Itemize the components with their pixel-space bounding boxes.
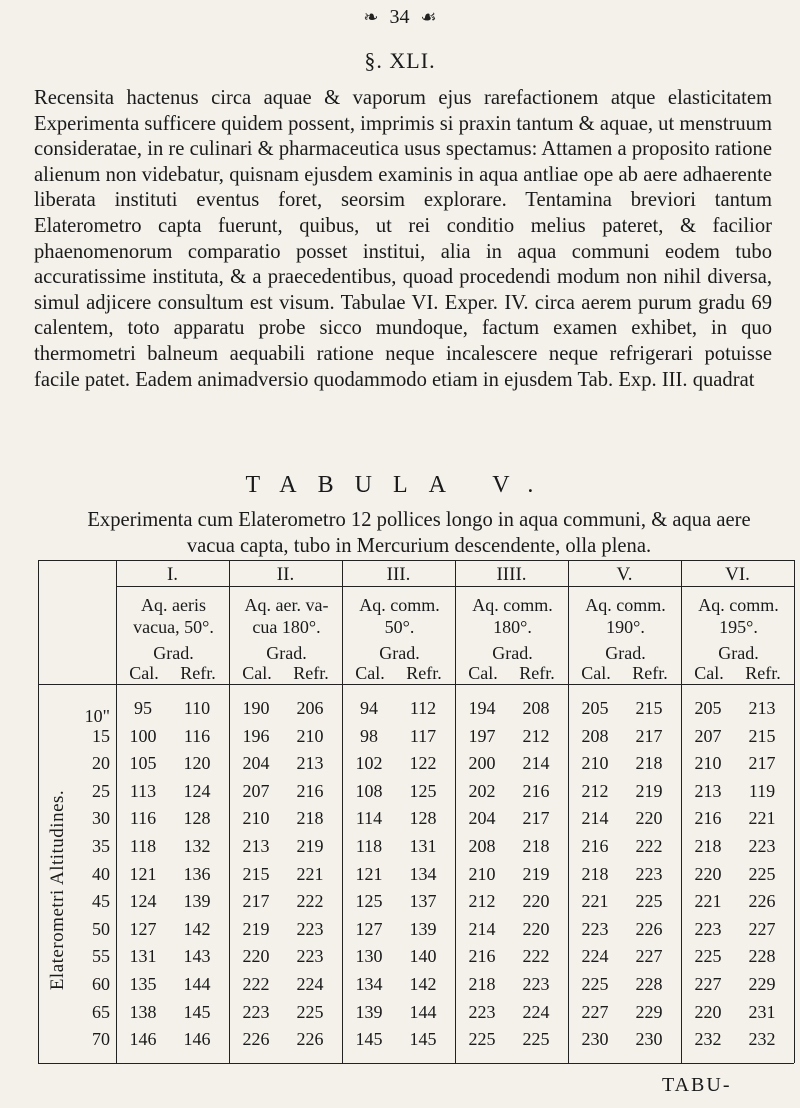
refr-value: 218: [296, 808, 324, 829]
refr-label: Refr.: [519, 663, 555, 683]
refr-label: Refr.: [745, 663, 781, 683]
refr-value: 222: [296, 891, 324, 912]
column-head-line2: cua 180°.: [252, 617, 321, 637]
cal-value: 190: [242, 698, 270, 718]
refr-value: 232: [748, 1029, 776, 1050]
refr-value: 119: [748, 780, 776, 801]
refr-value: 220: [522, 918, 550, 939]
cal-value: 138: [129, 1001, 157, 1022]
cal-value: 125: [355, 891, 383, 912]
cal-value: 118: [355, 836, 383, 856]
column-head-line1: Aq. aer. va-: [244, 595, 329, 615]
row-altitude: 60: [92, 974, 110, 994]
column-roman: IIII.: [496, 564, 527, 585]
cal-value: 105: [129, 753, 157, 774]
refr-value: 215: [635, 698, 663, 718]
refr-value: 140: [409, 946, 437, 967]
refr-value: 223: [296, 946, 324, 967]
refr-value: 219: [296, 836, 324, 856]
refr-value: 227: [635, 946, 663, 967]
cal-value: 225: [694, 946, 722, 967]
table-title: TABULA V.: [245, 472, 555, 498]
cal-value: 98: [360, 725, 378, 746]
cal-value: 213: [242, 836, 270, 856]
cal-value: 205: [581, 698, 609, 718]
refr-value: 222: [635, 836, 663, 856]
cal-value: 134: [355, 974, 383, 994]
cal-value: 221: [581, 891, 609, 912]
row-unit-label: 10": [84, 706, 110, 726]
column-roman: I.: [166, 564, 179, 585]
refr-value: 139: [409, 918, 437, 939]
cal-value: 212: [581, 780, 609, 801]
data-table: [38, 560, 796, 1064]
refr-value: 210: [296, 725, 324, 746]
column-rule: [229, 560, 230, 1063]
refr-value: 225: [296, 1001, 324, 1022]
refr-value: 217: [748, 753, 776, 774]
refr-value: 221: [748, 808, 776, 829]
cal-value: 207: [694, 725, 722, 746]
row-altitude: 70: [92, 1029, 110, 1050]
refr-value: 220: [635, 808, 663, 829]
row-altitude: 45: [92, 891, 110, 912]
column-roman: II.: [276, 564, 295, 585]
cal-value: 124: [129, 891, 157, 912]
cal-value: 224: [581, 946, 609, 967]
cal-value: 116: [129, 808, 157, 829]
column-head-line2: 180°.: [493, 617, 532, 637]
refr-value: 221: [296, 863, 324, 884]
cal-value: 217: [242, 891, 270, 912]
cal-value: 113: [129, 780, 157, 801]
column-grad-label: Grad.: [605, 643, 646, 663]
refr-value: 144: [409, 1001, 437, 1022]
cal-value: 221: [694, 891, 722, 912]
cal-value: 223: [581, 918, 609, 939]
refr-value: 116: [183, 725, 211, 746]
refr-value: 228: [635, 974, 663, 994]
refr-label: Refr.: [293, 663, 329, 683]
row-altitude: 15: [92, 725, 110, 746]
refr-value: 142: [183, 918, 211, 939]
refr-value: 226: [635, 918, 663, 939]
refr-value: 222: [522, 946, 550, 967]
refr-value: 218: [635, 753, 663, 774]
ornament-right-icon: ☙: [420, 7, 437, 27]
cal-value: 127: [355, 918, 383, 939]
cal-value: 230: [581, 1029, 609, 1050]
cal-value: 219: [242, 918, 270, 939]
cal-value: 220: [694, 1001, 722, 1022]
column-head-line1: Aq. aeris: [141, 595, 206, 615]
cal-value: 131: [129, 946, 157, 967]
cal-value: 210: [242, 808, 270, 829]
cal-value: 194: [468, 698, 496, 718]
side-label-text: Elaterometri Altitudines.: [47, 789, 68, 991]
refr-value: 223: [296, 918, 324, 939]
refr-value: 117: [409, 725, 437, 746]
refr-label: Refr.: [180, 663, 216, 683]
page-number: 34: [389, 6, 410, 28]
cal-value: 202: [468, 780, 496, 801]
cal-label: Cal.: [242, 663, 272, 683]
row-altitude: 30: [92, 808, 110, 829]
refr-value: 225: [522, 1029, 550, 1050]
refr-value: 137: [409, 891, 437, 912]
paragraph: Recensita hactenus circa aquae & vaporum ejus rarefactionem atque elasticitatem Experimenta sufficere quidem possent, imprimis si praxin tantum & aquae, ut menstruum consideratae, in re culinari & pharmaceutica usus spectamus: Attamen a proposito ratione alienum non videbatur, quisnam ejusdem examinis in aqua antliae ope ab aere adhaerente liberata instituti eventus foret, seorsim explorare. Tentamina breviori tantum Elaterometro capta fuerunt, quibus, ut rei conditio melius pateret, & facilior phaenomenorum comparatio posset institui, alia in aqua communi eodem tubo accuratissime instituta, & a praecedentibus, quoad procedendi modum non nihil diversa, simul adjicere consultum est visum. Tabulae VI. Exper. IV. circa aerem purum gradu 69 calentem, toto apparatu probe sicco mundoque, factum examen exhibet, in quo thermometri balneum aequabili ratione neque incalescere neque refrigerari potuisse facile patet. Eadem animadversio quodammodo etiam in ejusdem Tab. Exp. III. quadrat: [34, 87, 772, 391]
refr-value: 224: [522, 1001, 550, 1022]
cal-value: 121: [355, 863, 383, 884]
cal-value: 216: [581, 836, 609, 856]
column-head-line2: 190°.: [606, 617, 645, 637]
table-bottom-rule: [38, 1063, 794, 1064]
cal-value: 208: [468, 836, 496, 856]
row-altitude: 55: [92, 946, 110, 967]
refr-label: Refr.: [406, 663, 442, 683]
refr-value: 212: [522, 725, 550, 746]
refr-value: 230: [635, 1029, 663, 1050]
refr-value: 132: [183, 836, 211, 856]
cal-value: 118: [129, 836, 157, 856]
cal-value: 218: [468, 974, 496, 994]
column-grad-label: Grad.: [718, 643, 759, 663]
cal-value: 114: [355, 808, 383, 829]
side-label: [48, 730, 68, 1050]
refr-value: 229: [748, 974, 776, 994]
cal-value: 222: [242, 974, 270, 994]
body-text: [34, 86, 772, 393]
cal-value: 225: [468, 1029, 496, 1050]
refr-value: 225: [748, 863, 776, 884]
column-grad-label: Grad.: [153, 643, 194, 663]
column-head-line1: Aq. comm.: [698, 595, 779, 615]
cal-value: 216: [694, 808, 722, 829]
cal-value: 146: [129, 1029, 157, 1050]
cal-value: 127: [129, 918, 157, 939]
page-header: [0, 6, 800, 29]
cal-value: 121: [129, 863, 157, 884]
refr-label: Refr.: [632, 663, 668, 683]
row-altitude: 35: [92, 836, 110, 856]
column-rule: [342, 560, 343, 1063]
refr-value: 216: [296, 780, 324, 801]
column-grad-label: Grad.: [492, 643, 533, 663]
refr-value: 228: [748, 946, 776, 967]
cal-value: 100: [129, 725, 157, 746]
cal-value: 135: [129, 974, 157, 994]
column-rule: [794, 560, 795, 1063]
column-head-line1: Aq. comm.: [359, 595, 440, 615]
refr-value: 142: [409, 974, 437, 994]
refr-value: 227: [748, 918, 776, 939]
cal-value: 95: [134, 698, 152, 718]
cal-label: Cal.: [355, 663, 385, 683]
column-roman: V.: [616, 564, 633, 585]
refr-value: 226: [748, 891, 776, 912]
cal-label: Cal.: [468, 663, 498, 683]
refr-value: 219: [635, 780, 663, 801]
refr-value: 128: [409, 808, 437, 829]
cal-value: 227: [694, 974, 722, 994]
cal-value: 218: [694, 836, 722, 856]
column-rule: [455, 560, 456, 1063]
refr-value: 217: [635, 725, 663, 746]
cal-value: 223: [468, 1001, 496, 1022]
cal-value: 214: [581, 808, 609, 829]
cal-value: 227: [581, 1001, 609, 1022]
row-altitude: 50: [92, 918, 110, 939]
cal-value: 207: [242, 780, 270, 801]
refr-value: 128: [183, 808, 211, 829]
column-head-line1: Aq. comm.: [585, 595, 666, 615]
row-altitude: 20: [92, 753, 110, 774]
refr-value: 134: [409, 863, 437, 884]
cal-value: 130: [355, 946, 383, 967]
refr-value: 229: [635, 1001, 663, 1022]
cal-value: 210: [468, 863, 496, 884]
column-grad-label: Grad.: [379, 643, 420, 663]
left-rule: [38, 560, 39, 1063]
refr-value: 223: [522, 974, 550, 994]
table-caption: Experimenta cum Elaterometro 12 pollices longo in aqua communi, & aqua aere vacua capta, tubo in Mercurium descendente, olla plena.: [87, 509, 751, 557]
cal-value: 232: [694, 1029, 722, 1050]
catchword: TABU-: [662, 1074, 732, 1096]
section-heading: §. XLI.: [364, 48, 436, 73]
cal-value: 220: [694, 863, 722, 884]
cal-value: 196: [242, 725, 270, 746]
row-altitude: 65: [92, 1001, 110, 1022]
refr-value: 224: [296, 974, 324, 994]
refr-value: 215: [748, 725, 776, 746]
row-altitude: 25: [92, 780, 110, 801]
cal-value: 94: [360, 698, 378, 718]
cal-value: 102: [355, 753, 383, 774]
refr-value: 218: [522, 836, 550, 856]
cal-value: 204: [242, 753, 270, 774]
refr-value: 139: [183, 891, 211, 912]
cal-value: 216: [468, 946, 496, 967]
cal-value: 204: [468, 808, 496, 829]
refr-value: 208: [522, 698, 550, 718]
refr-value: 223: [635, 863, 663, 884]
column-roman: VI.: [725, 564, 750, 585]
cal-value: 215: [242, 863, 270, 884]
refr-value: 146: [183, 1029, 211, 1050]
refr-value: 125: [409, 780, 437, 801]
refr-value: 143: [183, 946, 211, 967]
refr-value: 217: [522, 808, 550, 829]
column-rule: [568, 560, 569, 1063]
refr-value: 213: [748, 698, 776, 718]
column-head-line2: vacua, 50°.: [133, 617, 214, 637]
refr-value: 120: [183, 753, 211, 774]
refr-value: 225: [635, 891, 663, 912]
refr-value: 219: [522, 863, 550, 884]
cal-value: 208: [581, 725, 609, 746]
cal-value: 214: [468, 918, 496, 939]
refr-value: 124: [183, 780, 211, 801]
refr-value: 220: [522, 891, 550, 912]
cal-value: 197: [468, 725, 496, 746]
refr-value: 136: [183, 863, 211, 884]
refr-value: 122: [409, 753, 437, 774]
column-rule: [116, 560, 117, 1063]
refr-value: 223: [748, 836, 776, 856]
cal-value: 223: [242, 1001, 270, 1022]
cal-value: 223: [694, 918, 722, 939]
refr-value: 214: [522, 753, 550, 774]
cal-value: 108: [355, 780, 383, 801]
refr-value: 213: [296, 753, 324, 774]
column-rule: [681, 560, 682, 1063]
refr-value: 206: [296, 698, 324, 718]
column-grad-label: Grad.: [266, 643, 307, 663]
refr-value: 216: [522, 780, 550, 801]
refr-value: 110: [183, 698, 211, 718]
cal-value: 205: [694, 698, 722, 718]
cal-label: Cal.: [581, 663, 611, 683]
cal-value: 218: [581, 863, 609, 884]
cal-value: 210: [694, 753, 722, 774]
refr-value: 131: [409, 836, 437, 856]
cal-value: 139: [355, 1001, 383, 1022]
cal-value: 145: [355, 1029, 383, 1050]
row-altitude: 40: [92, 863, 110, 884]
ornament-left-icon: ❧: [363, 7, 379, 27]
cal-value: 210: [581, 753, 609, 774]
refr-value: 226: [296, 1029, 324, 1050]
refr-value: 231: [748, 1001, 776, 1022]
refr-value: 145: [183, 1001, 211, 1022]
cal-value: 225: [581, 974, 609, 994]
refr-value: 144: [183, 974, 211, 994]
column-head-line1: Aq. comm.: [472, 595, 553, 615]
column-roman: III.: [386, 564, 411, 585]
cal-label: Cal.: [129, 663, 159, 683]
cal-label: Cal.: [694, 663, 724, 683]
column-head-line2: 50°.: [384, 617, 415, 637]
refr-value: 145: [409, 1029, 437, 1050]
cal-value: 212: [468, 891, 496, 912]
column-head-line2: 195°.: [719, 617, 758, 637]
cal-value: 220: [242, 946, 270, 967]
refr-value: 112: [409, 698, 437, 718]
cal-value: 200: [468, 753, 496, 774]
cal-value: 226: [242, 1029, 270, 1050]
cal-value: 213: [694, 780, 722, 801]
